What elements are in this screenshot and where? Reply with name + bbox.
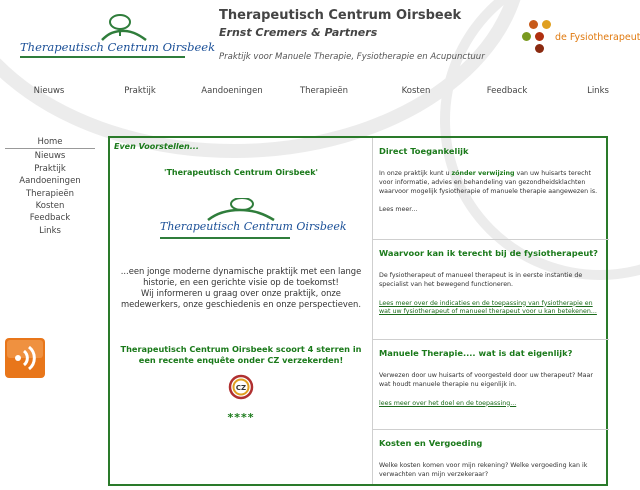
site-tagline: Praktijk voor Manuele Therapie, Fysiotherapie en Acupunctuur (219, 52, 485, 62)
practice-name: 'Therapeutisch Centrum Oirsbeek' (164, 168, 318, 177)
nav-item-therapieen[interactable]: Therapieën (299, 86, 349, 96)
section-manuele-therapie (373, 340, 609, 430)
intro-text (120, 266, 362, 310)
logo-dot (535, 32, 544, 41)
sidebar-item-feedback[interactable]: Feedback (29, 213, 71, 224)
read-more-link[interactable]: Lees meer over de indicaties en de toepassing van fysiotherapie en wat uw fysiotherapeut of manueel therapeut voor u kan betekenen... (379, 299, 597, 316)
header (0, 0, 640, 80)
cz-badge-icon (228, 374, 254, 400)
star-rating: **** (227, 411, 255, 424)
intro-heading: Even Voorstellen... (114, 142, 199, 151)
section-text (379, 170, 603, 196)
rating-announcement: Therapeutisch Centrum Oirsbeek scoort 4 sterren in een recente enquête onder CZ verzekerden! (120, 344, 362, 365)
info-column (372, 138, 609, 484)
section-text: Welke kosten komen voor mijn rekening? Welke vergoeding kan ik verwachten van mijn verzekeraar? (379, 462, 588, 478)
sidebar-item-therapieen[interactable]: Therapieën (25, 188, 75, 199)
section-text-bold: zónder verwijzing (451, 170, 515, 177)
section-direct-toegankelijk (373, 138, 609, 240)
nav-item-praktijk[interactable]: Praktijk (124, 86, 156, 96)
sidebar-item-aandoeningen[interactable]: Aandoeningen (19, 176, 81, 187)
section-title: Waarvoor kan ik terecht bij de fysiotherapeut? (379, 248, 599, 258)
intro-paragraph: ...een jonge moderne dynamische praktijk met een lange historie, en een gerichte visie op de toekomst! (120, 266, 362, 287)
top-nav (0, 86, 640, 102)
partner-logo[interactable] (519, 18, 640, 58)
read-more-link[interactable]: Lees meer... (379, 206, 418, 214)
cz-logo[interactable] (228, 374, 254, 400)
logo-dot (529, 20, 538, 29)
sidebar-item-home[interactable]: Home (5, 136, 95, 149)
section-text: Verwezen door uw huisarts of voorgesteld door uw therapeut? Maar wat houdt manuele therapie nu eigenlijk in. (379, 372, 593, 388)
logo-dot (535, 44, 544, 53)
nav-item-links[interactable]: Links (587, 86, 609, 96)
cz-badge-label: CZ (235, 384, 247, 392)
intro-paragraph: Wij informeren u graag over onze praktijk, onze medewerkers, onze geschiedenis en onze perspectieven. (120, 288, 361, 309)
logo-dot (522, 32, 531, 41)
sidebar-item-nieuws[interactable]: Nieuws (34, 151, 66, 162)
practice-logo-text: Therapeutisch Centrum Oirsbeek (160, 220, 347, 233)
site-logo[interactable] (18, 16, 216, 60)
nav-item-aandoeningen[interactable]: Aandoeningen (201, 86, 263, 96)
logo-dot (542, 20, 551, 29)
sidebar-item-praktijk[interactable]: Praktijk (34, 163, 66, 174)
section-title: Kosten en Vergoeding (379, 438, 483, 448)
site-subtitle: Ernst Cremers & Partners (219, 26, 378, 39)
section-kosten (373, 430, 609, 490)
section-waarvoor (373, 240, 609, 340)
nav-item-feedback[interactable]: Feedback (486, 86, 528, 96)
nav-item-nieuws[interactable]: Nieuws (33, 86, 65, 96)
practice-logo (160, 204, 347, 244)
section-title: Direct Toegankelijk (379, 146, 469, 156)
partner-logo-text: de Fysiotherapeut (555, 32, 640, 43)
read-more-link[interactable]: lees meer over het doel en de toepassing... (379, 399, 517, 407)
intro-column (110, 138, 372, 484)
logo-underline (160, 237, 290, 239)
section-title: Manuele Therapie.... wat is dat eigenlijk? (379, 348, 573, 358)
rss-feed-button[interactable] (5, 338, 45, 378)
nav-item-kosten[interactable]: Kosten (401, 86, 431, 96)
sidebar-item-kosten[interactable]: Kosten (35, 200, 65, 211)
sidebar-menu (5, 136, 95, 237)
logo-text: Therapeutisch Centrum Oirsbeek (20, 40, 216, 54)
site-title: Therapeutisch Centrum Oirsbeek (219, 8, 462, 23)
tree-icon (198, 198, 278, 222)
section-text: De fysiotherapeut of manueel therapeut is in eerste instantie de specialist van het bewegend functioneren. (379, 272, 583, 288)
sidebar-item-links[interactable]: Links (39, 225, 61, 236)
section-text-part: van uw huisarts terecht voor informatie, advies en behandeling van gezondheidsklachten waarvoor mogelijk fysiotherapie of manuele therapie aangewezen is. (379, 170, 598, 195)
logo-underline (20, 56, 185, 58)
rss-icon (5, 338, 45, 378)
section-text-part: In onze praktijk kunt u (379, 170, 452, 177)
main-content (108, 136, 608, 486)
